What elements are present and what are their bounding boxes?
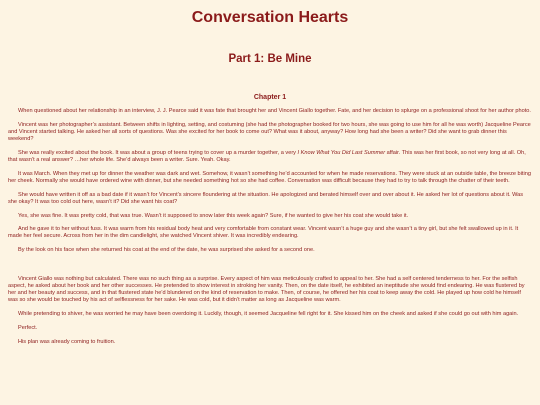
paragraph-text: Vincent Giallo was nothing but calculated. There was no such thing as a surprise. Every aspect of him was meticulously crafted to appeal to her. She had a self centered tenderness to her. For the selfish aspect, he asked about her book and her other successes. He pretended to show interest in stroking her vanity. Then, on the date itself, he exhibited an ineptitude she would find endearing. He was flustered by her and her beauty and success, and in that flustered state he’d blundered on the kind of reservation to make. Then, of course, he offered her his coat to keep away the cold. He played up how cold he himself was so she would be touched by his act of selflessness for her sake. He was cold, but it didn’t matter as long as Jacqueline was warm. xyxy=(8,275,525,304)
paragraph xyxy=(8,311,532,318)
paragraph-text: Perfect. xyxy=(18,324,38,331)
paragraph-text: His plan was already coming to fruition. xyxy=(18,338,116,345)
paragraph xyxy=(8,171,532,185)
paragraph-text: By the look on his face when she returned his coat at the end of the date, he was surprised she asked for a second one. xyxy=(18,247,315,254)
paragraph-text: And he gave it to her without fuss. It was warm from his residual body heat and very comfortable from constant wear. Vincent wasn’t a huge guy and she wasn’t a tiny girl, but she felt swallowed up in it. It made her feel secure. Across from her in the dim candlelight, she watched Vincent shiver. It was incredibly endearing. xyxy=(8,226,519,240)
paragraph-text: Yes, she was fine. It was pretty cold, that was true. Wasn’t it supposed to snow later this week again? Sure, if he wanted to give her his coat she would take it. xyxy=(18,212,409,219)
paragraph-text: While pretending to shiver, he was worried he may have been overdoing it. Luckily, though, it seemed Jacqueline fell right for it. She kissed him on the cheek and asked if she could go out with him again. xyxy=(18,311,519,318)
paragraph xyxy=(8,339,532,346)
paragraph-text: When questioned about her relationship in an interview, J. J. Pearce said it was fate that brought her and Vincent Giallo together. Fate, and her decision to splurge on a professional shoot for her author photo. xyxy=(18,108,531,114)
book-title: Conversation Hearts xyxy=(191,9,349,26)
paragraph xyxy=(8,325,532,332)
section-break xyxy=(8,261,532,276)
paragraph-text: Vincent was her photographer’s assistant. Between shifts in lighting, setting, and costuming (she had the photographer booked for two hours, she was going to use him for all he was worth) Jacqueline Pearce and Vincent started talking. He asked her all sorts of questions. Was she excited for her book to come out? What was it about, anyway? How long had she been a writer? Did she want to grab dinner this weekend? xyxy=(8,121,531,143)
chapter-body xyxy=(8,108,532,352)
italic-title: I Know What You Did Last Summer xyxy=(297,149,386,156)
paragraph xyxy=(8,276,532,305)
chapter-section-one xyxy=(8,108,532,254)
paragraph xyxy=(8,108,532,115)
paragraph-text: She would have written it off as a bad date if it wasn’t for Vincent’s sincere floundering at the situation. He apologized and berated himself over and over about it. He asked her lot of questions about it. Was she okay? It was too cold out here, wasn’t it? Did she want his coat? xyxy=(8,191,524,205)
paragraph xyxy=(8,122,532,144)
paragraph xyxy=(8,226,532,240)
chapter-section-two xyxy=(8,276,532,346)
part-title: Part 1: Be Mine xyxy=(228,53,312,65)
paragraph-text: It was March. When they met up for dinner the weather was dark and wet. Somehow, it wasn’t something he’d accounted for when he made reservations. They were stuck at an outside table, the breeze biting her cheek. Normally she would have ordered wine with dinner, but she needed something hot so she had coffee. Conversation was difficult because they had to try to talk through the chatter of their teeth. xyxy=(8,170,531,184)
paragraph-text: affair. This was her first book, so not very long at all. Oh, that wasn’t a real answer? …her whole life. She’d always been a writer. Sure. Yeah. Okay. xyxy=(8,149,526,164)
paragraph xyxy=(8,213,532,220)
paragraph xyxy=(8,150,532,164)
paragraph xyxy=(8,247,532,254)
paragraph-text: She was really excited about the book. It was about a group of teens trying to cover up a murder together, a very xyxy=(18,149,298,156)
chapter-title: Chapter 1 xyxy=(253,94,287,101)
paragraph xyxy=(8,192,532,206)
